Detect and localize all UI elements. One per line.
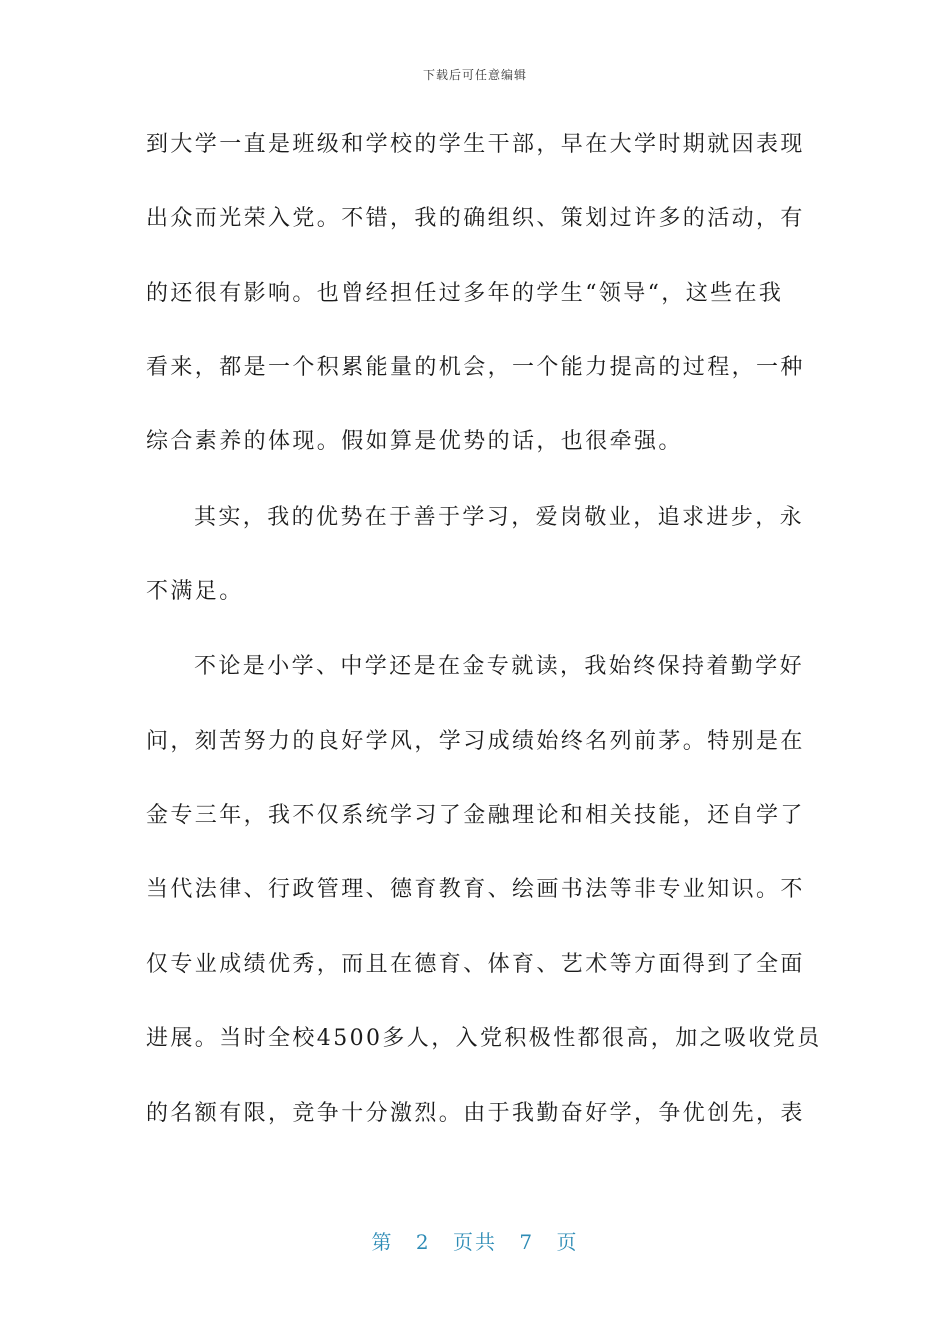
page-footer: [0, 1226, 950, 1255]
body-line: 综合素养的体现。假如算是优势的话，也很牵强。: [146, 429, 683, 454]
page-label-mid: 页共: [453, 1230, 497, 1254]
total-pages-number: 7: [519, 1230, 535, 1254]
body-line: 问，刻苦努力的良好学风，学习成绩始终名列前茅。特别是在: [146, 729, 805, 754]
body-line: 进展。当时全校4500多人，入党积极性都很高，加之吸收党员: [146, 1026, 822, 1051]
body-line: 出众而光荣入党。不错，我的确组织、策划过许多的活动，有: [146, 206, 805, 231]
body-line: 当代法律、行政管理、德育教育、绘画书法等非专业知识。不: [146, 877, 805, 902]
body-line: 的还很有影响。也曾经担任过多年的学生“领导“，这些在我: [146, 281, 784, 306]
paragraph-start-line: 其实，我的优势在于善于学习，爱岗敬业，追求进步，永: [194, 505, 805, 530]
body-line: 金专三年，我不仅系统学习了金融理论和相关技能，还自学了: [146, 803, 805, 828]
paragraph-start-line: 不论是小学、中学还是在金专就读，我始终保持着勤学好: [194, 654, 805, 679]
body-line: 到大学一直是班级和学校的学生干部，早在大学时期就因表现: [146, 132, 805, 157]
body-line: 仅专业成绩优秀，而且在德育、体育、艺术等方面得到了全面: [146, 952, 805, 977]
page-label-suffix: 页: [556, 1230, 579, 1254]
page-header: 下载后可任意编辑: [422, 68, 527, 82]
body-line: 看来，都是一个积累能量的机会，一个能力提高的过程，一种: [146, 355, 805, 380]
body-line: 不满足。: [146, 579, 244, 604]
current-page-number: 2: [415, 1230, 431, 1254]
body-line: 的名额有限，竞争十分激烈。由于我勤奋好学，争优创先，表: [146, 1101, 805, 1126]
page-label-prefix: 第: [371, 1230, 394, 1254]
